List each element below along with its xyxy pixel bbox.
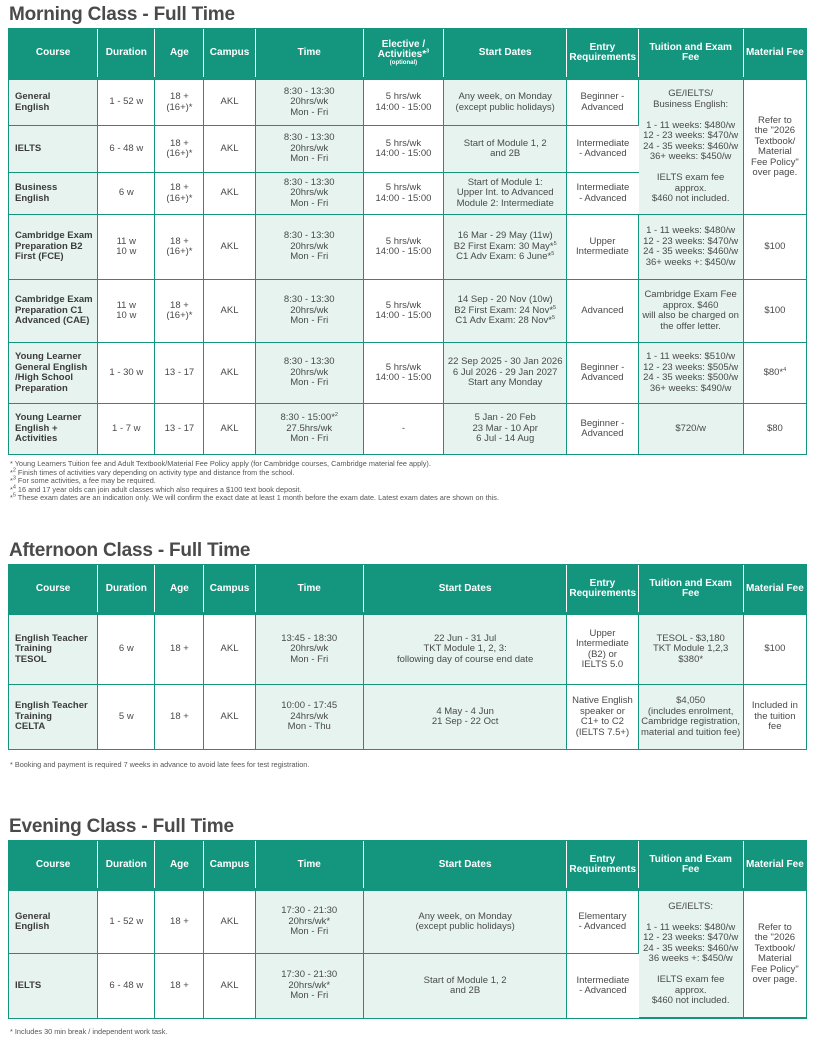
entry-requirements: Intermediate - Advanced — [567, 173, 638, 215]
course-name: English Teacher Training TESOL — [9, 612, 98, 685]
start-dates: 22 Jun - 31 Jul TKT Module 1, 2, 3: following day of course end date — [364, 612, 568, 685]
entry-requirements: Elementary - Advanced — [567, 888, 638, 954]
header-course: Course — [9, 841, 98, 888]
footnote: *$^5$ These exam dates are an indication only. We will confirm the exact date at least 1 month before the exam date. Latest exam dates are shown on this. — [10, 492, 499, 503]
footnote: * Booking and payment is required 7 weeks in advance to avoid late fees for test registration. — [10, 760, 310, 769]
material-fee: Refer to the "2026 Textbook/ Material Fee Policy" over page. — [744, 888, 806, 1018]
entry-requirements: Intermediate - Advanced — [567, 126, 638, 173]
age: 18 + — [155, 954, 204, 1018]
material-fee: $100 — [744, 612, 806, 685]
header-start-dates: Start Dates — [364, 565, 568, 612]
duration: 6 w — [98, 612, 155, 685]
course-name: IELTS — [9, 954, 98, 1018]
evening-schedule-table — [8, 840, 807, 1019]
start-dates: 16 Mar - 29 May (11w) B2 First Exam: 30 May*$^5$ C1 Adv Exam: 6 June*$^5$ — [444, 215, 567, 280]
footnote: *$^3$ For some activities, a fee may be required. — [10, 475, 156, 486]
class-time: 8:30 - 15:00*$^2$ 27.5hrs/wk Mon - Fri — [256, 404, 364, 454]
header-elective-sub: (optional) — [389, 59, 418, 66]
class-time: 10:00 - 17:45 24hrs/wk Mon - Thu — [256, 685, 364, 749]
class-time: 17:30 - 21:30 20hrs/wk* Mon - Fri — [256, 888, 364, 954]
header-entry: Entry Requirements — [567, 565, 638, 612]
header-age: Age — [155, 29, 204, 77]
class-time: 8:30 - 13:30 20hrs/wk Mon - Fri — [256, 215, 364, 280]
tuition-fee: 1 - 11 weeks: $480/w 12 - 23 weeks: $470/w 24 - 35 weeks: $460/w 36+ weeks +: $450/w — [639, 215, 744, 280]
header-campus: Campus — [204, 29, 255, 77]
morning-footnotes — [10, 460, 499, 503]
age: 18 + — [155, 888, 204, 954]
duration: 6 - 48 w — [98, 126, 155, 173]
duration: 1 - 52 w — [98, 77, 155, 126]
age: 18 + — [155, 685, 204, 749]
elective: 5 hrs/wk 14:00 - 15:00 — [364, 126, 444, 173]
age: 13 - 17 — [155, 404, 204, 454]
tuition-fee: $720/w — [639, 404, 744, 454]
header-entry: Entry Requirements — [567, 841, 638, 888]
entry-requirements: Upper Intermediate — [567, 215, 638, 280]
table-row — [9, 685, 806, 749]
table-row — [9, 280, 806, 343]
entry-requirements: Upper Intermediate (B2) or IELTS 5.0 — [567, 612, 638, 685]
age: 18 + (16+)* — [155, 280, 204, 343]
table-row — [9, 888, 806, 954]
header-course: Course — [9, 565, 98, 612]
entry-requirements: Native English speaker or C1+ to C2 (IELTS 7.5+) — [567, 685, 638, 749]
class-time: 8:30 - 13:30 20hrs/wk Mon - Fri — [256, 77, 364, 126]
header-material: Material Fee — [744, 29, 806, 77]
start-dates: 4 May - 4 Jun 21 Sep - 22 Oct — [364, 685, 568, 749]
start-dates: Any week, on Monday (except public holidays) — [444, 77, 567, 126]
age: 18 + (16+)* — [155, 126, 204, 173]
course-name: General English — [9, 888, 98, 954]
class-time: 8:30 - 13:30 20hrs/wk Mon - Fri — [256, 343, 364, 404]
tuition-fee: Cambridge Exam Fee approx. $460 will also be charged on the offer letter. — [639, 280, 744, 343]
tuition-fee: GE/IELTS: 1 - 11 weeks: $480/w 12 - 23 weeks: $470/w 24 - 35 weeks: $460/w 36 weeks +: $450/w IELTS exam fee approx. $460 not included. — [639, 888, 744, 1018]
duration: 11 w 10 w — [98, 215, 155, 280]
duration: 6 w — [98, 173, 155, 215]
course-name: Young Learner General English /High School Preparation — [9, 343, 98, 404]
elective: 5 hrs/wk 14:00 - 15:00 — [364, 77, 444, 126]
class-time: 8:30 - 13:30 20hrs/wk Mon - Fri — [256, 126, 364, 173]
material-fee: Included in the tuition fee — [751, 700, 798, 733]
header-age: Age — [155, 841, 204, 888]
entry-requirements: Beginner - Advanced — [567, 343, 638, 404]
start-dates: Start of Module 1, 2 and 2B — [364, 954, 568, 1018]
header-time: Time — [256, 565, 364, 612]
header-elective-label: Elective / Activities*$^3$ — [377, 38, 430, 60]
start-dates: Start of Module 1: Upper Int. to Advanced Module 2: Intermediate — [444, 173, 567, 215]
elective: 5 hrs/wk 14:00 - 15:00 — [364, 280, 444, 343]
material-fee: $100 — [744, 280, 806, 343]
footnote: *$^2$ Finish times of activities vary depending on activity type and distance from the school. — [10, 467, 295, 477]
campus: AKL — [204, 343, 255, 404]
campus: AKL — [204, 77, 255, 126]
tuition-fee: GE/IELTS/ Business English: 1 - 11 weeks: $480/w 12 - 23 weeks: $470/w 24 - 35 weeks: $460/w 36+ weeks: $450/w IELTS exam fee approx. $460 not included. — [639, 77, 744, 215]
header-elective — [364, 29, 444, 77]
evening-section-title: Evening Class - Full Time — [9, 816, 234, 837]
entry-requirements: Advanced — [567, 280, 638, 343]
header-duration: Duration — [98, 565, 155, 612]
campus: AKL — [204, 215, 255, 280]
header-time: Time — [256, 841, 364, 888]
material-fee: Refer to the "2026 Textbook/ Material Fee Policy" over page. — [744, 77, 806, 215]
age: 18 + (16+)* — [155, 173, 204, 215]
entry-requirements: Beginner - Advanced — [567, 404, 638, 454]
campus: AKL — [204, 126, 255, 173]
start-dates: Any week, on Monday (except public holidays) — [364, 888, 568, 954]
header-material: Material Fee — [744, 565, 806, 612]
age: 18 + (16+)* — [155, 215, 204, 280]
duration: 6 - 48 w — [98, 954, 155, 1018]
table-header-row — [9, 841, 806, 888]
duration: 1 - 7 w — [98, 404, 155, 454]
header-duration: Duration — [98, 841, 155, 888]
morning-section-title: Morning Class - Full Time — [9, 4, 235, 25]
entry-requirements: Beginner - Advanced — [567, 77, 638, 126]
header-tuition: Tuition and Exam Fee — [639, 29, 744, 77]
elective: 5 hrs/wk 14:00 - 15:00 — [364, 215, 444, 280]
table-row — [9, 77, 806, 126]
header-age: Age — [155, 565, 204, 612]
age: 18 + — [155, 612, 204, 685]
campus: AKL — [204, 612, 255, 685]
course-name: Cambridge Exam Preparation C1 Advanced (CAE) — [9, 280, 98, 343]
start-dates: 22 Sep 2025 - 30 Jan 2026 6 Jul 2026 - 29 Jan 2027 Start any Monday — [444, 343, 567, 404]
elective: - — [364, 404, 444, 454]
course-name: IELTS — [9, 126, 98, 173]
footnote: * Young Learners Tuition fee and Adult Textbook/Material Fee Policy apply (for Cambridge courses, Cambridge material fee apply). — [10, 459, 431, 468]
tuition-fee: $4,050 (includes enrolment, Cambridge registration, material and tuition fee) — [639, 685, 744, 749]
duration: 1 - 30 w — [98, 343, 155, 404]
class-time: 8:30 - 13:30 20hrs/wk Mon - Fri — [256, 280, 364, 343]
duration: 11 w 10 w — [98, 280, 155, 343]
course-name: Cambridge Exam Preparation B2 First (FCE) — [9, 215, 98, 280]
course-name: Young Learner English + Activities — [9, 404, 98, 454]
afternoon-footnotes — [10, 761, 309, 770]
morning-schedule-table — [8, 28, 807, 455]
header-material: Material Fee — [744, 841, 806, 888]
campus: AKL — [204, 888, 255, 954]
afternoon-schedule-table — [8, 564, 807, 750]
evening-footnotes — [10, 1028, 167, 1037]
entry-requirements: Intermediate - Advanced — [576, 974, 630, 996]
campus: AKL — [204, 685, 255, 749]
table-row — [9, 404, 806, 454]
age: 18 + (16+)* — [155, 77, 204, 126]
header-tuition: Tuition and Exam Fee — [639, 565, 744, 612]
header-tuition: Tuition and Exam Fee — [639, 841, 744, 888]
start-dates: 14 Sep - 20 Nov (10w) B2 First Exam: 24 Nov*$^5$ C1 Adv Exam: 28 Nov*$^5$ — [444, 280, 567, 343]
class-time: 17:30 - 21:30 20hrs/wk* Mon - Fri — [256, 954, 364, 1018]
duration: 1 - 52 w — [98, 888, 155, 954]
header-start-dates: Start Dates — [364, 841, 568, 888]
header-campus: Campus — [204, 841, 255, 888]
elective: 5 hrs/wk 14:00 - 15:00 — [364, 343, 444, 404]
table-row — [9, 612, 806, 685]
material-fee: $80 — [766, 422, 783, 434]
header-duration: Duration — [98, 29, 155, 77]
header-course: Course — [9, 29, 98, 77]
age: 13 - 17 — [155, 343, 204, 404]
elective: 5 hrs/wk 14:00 - 15:00 — [364, 173, 444, 215]
campus: AKL — [204, 404, 255, 454]
campus: AKL — [204, 954, 255, 1018]
course-name: English Teacher Training CELTA — [9, 685, 98, 749]
course-name: General English — [9, 77, 98, 126]
start-dates: 5 Jan - 20 Feb 23 Mar - 10 Apr 6 Jul - 14 Aug — [444, 404, 567, 454]
footnote: * Includes 30 min break / independent work task. — [10, 1027, 168, 1036]
table-header-row — [9, 565, 806, 612]
tuition-fee: 1 - 11 weeks: $510/w 12 - 23 weeks: $505/w 24 - 35 weeks: $500/w 36+ weeks: $490/w — [639, 343, 744, 404]
class-time: 13:45 - 18:30 20hrs/wk Mon - Fri — [256, 612, 364, 685]
material-fee: $80*$^4$ — [744, 343, 806, 404]
header-campus: Campus — [204, 565, 255, 612]
table-row — [9, 215, 806, 280]
header-time: Time — [256, 29, 364, 77]
table-row — [9, 343, 806, 404]
start-dates: Start of Module 1, 2 and 2B — [444, 126, 567, 173]
campus: AKL — [204, 173, 255, 215]
header-start-dates: Start Dates — [444, 29, 567, 77]
duration: 5 w — [98, 685, 155, 749]
table-header-row — [9, 29, 806, 77]
class-time: 8:30 - 13:30 20hrs/wk Mon - Fri — [256, 173, 364, 215]
material-fee: $100 — [744, 215, 806, 280]
header-entry: Entry Requirements — [567, 29, 638, 77]
afternoon-section-title: Afternoon Class - Full Time — [9, 540, 251, 561]
campus: AKL — [204, 280, 255, 343]
course-name: Business English — [9, 173, 98, 215]
tuition-fee: TESOL - $3,180 TKT Module 1,2,3 $380* — [639, 612, 744, 685]
footnote: *$^4$ 16 and 17 year olds can join adult classes which also requires a $100 text book deposit. — [10, 484, 302, 494]
